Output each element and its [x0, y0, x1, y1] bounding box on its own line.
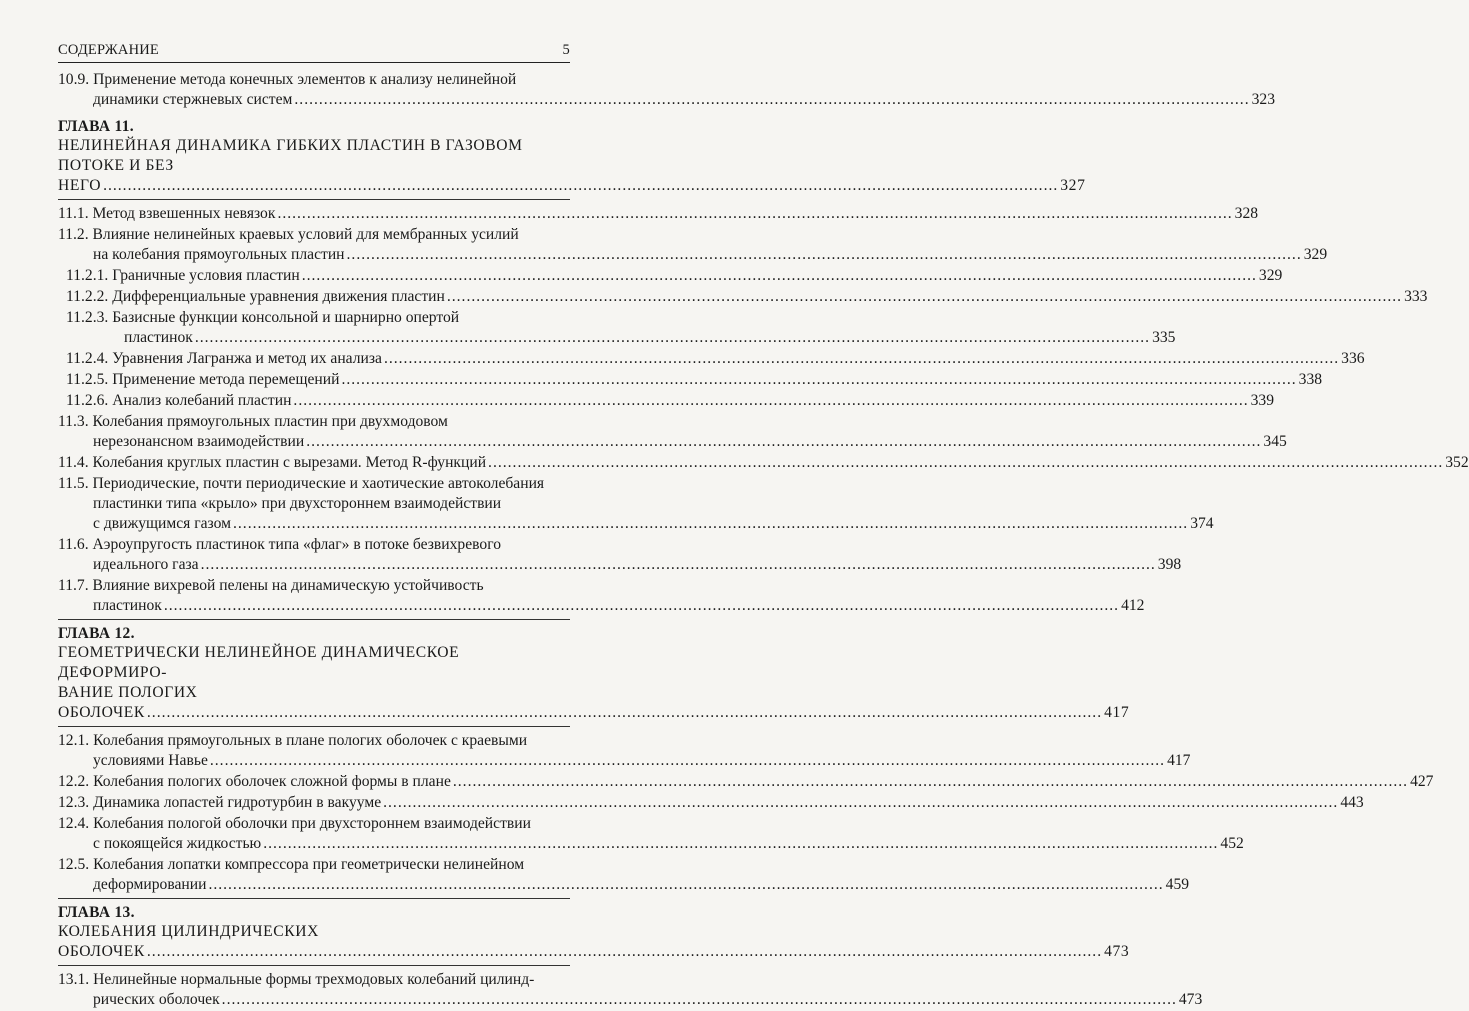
toc-entry-12-5[interactable]: 12.5. Колебания лопатки компрессора при геометрически нелинейном деформировании ..... 459 [58, 855, 570, 895]
toc-entry-11-2-4[interactable]: 11.2.4. Уравнения Лагранжа и метод их анализа ..... 336 [58, 349, 570, 369]
toc-entry-11-7[interactable]: 11.7. Влияние вихревой пелены на динамическую устойчивость пластинок ..... 412 [58, 576, 570, 616]
leader-dots [208, 875, 1163, 895]
leader-dots [347, 245, 1302, 265]
chapter-label: ГЛАВА 11. [58, 118, 134, 135]
toc-entry-11-1[interactable]: 11.1. Метод взвешенных невязок ..... 328 [58, 204, 570, 224]
page-ref: 345 [1263, 433, 1287, 450]
page-header [58, 40, 570, 63]
page-ref: 452 [1220, 835, 1244, 852]
chapter-title-line2: ВАНИЕ ПОЛОГИХ ОБОЛОЧЕК [58, 684, 198, 721]
toc-entry-11-3[interactable]: 11.3. Колебания прямоугольных пластин при двухмодовом нерезонансном взаимодействии ..... 345 [58, 412, 570, 452]
toc-entry-11-2-6[interactable]: 11.2.6. Анализ колебаний пластин ..... 339 [58, 391, 570, 411]
leader-dots [147, 704, 1102, 721]
leader-dots [447, 287, 1402, 307]
toc-entry-11-2-3[interactable]: 11.2.3. Базисные функции консольной и шарнирно опертой пластинок ..... 335 [58, 308, 570, 348]
toc-entry-12-1[interactable]: 12.1. Колебания прямоугольных в плане пологих оболочек с краевыми условиями Навье ..... 417 [58, 731, 570, 771]
leader-dots [341, 370, 1296, 390]
leader-dots [277, 204, 1232, 224]
toc-entry-11-2-2[interactable]: 11.2.2. Дифференциальные уравнения движения пластин ..... 333 [58, 287, 570, 307]
page-ref: 412 [1121, 597, 1145, 614]
page-ref: 328 [1234, 205, 1259, 222]
chapter-label: ГЛАВА 12. [58, 625, 135, 642]
leader-dots [263, 834, 1218, 854]
page-ref: 417 [1167, 752, 1191, 769]
page-ref: 327 [1060, 177, 1086, 194]
page-ref: 427 [1410, 773, 1434, 790]
leader-dots [306, 432, 1261, 452]
leader-dots [383, 793, 1338, 813]
chapter-title: КОЛЕБАНИЯ ЦИЛИНДРИЧЕСКИХ ОБОЛОЧЕК [58, 923, 320, 960]
leader-dots [293, 391, 1248, 411]
chapter-title-line2: ПОТОКЕ И БЕЗ НЕГО [58, 157, 174, 194]
page-ref: 329 [1258, 267, 1283, 284]
page-ref: 443 [1340, 794, 1364, 811]
page-number: 5 [562, 42, 570, 58]
running-title: СОДЕРЖАНИЕ [58, 42, 159, 58]
separator-line [58, 199, 570, 200]
toc-entry-10-9[interactable]: 10.9. Применение метода конечных элементов к анализу нелинейной динамики стержневых систем ..... 323 [58, 70, 570, 110]
page-ref: 336 [1341, 350, 1365, 367]
page-ref: 459 [1165, 876, 1190, 893]
page-ref: 473 [1104, 943, 1130, 960]
leader-dots [294, 90, 1249, 110]
toc-entry-13-1[interactable]: 13.1. Нелинейные нормальные формы трехмодовых колебаний цилинд- рических оболочек ..... 473 [58, 970, 570, 1010]
toc-entry-11-6[interactable]: 11.6. Аэроупругость пластинок типа «флаг» в потоке безвихревого идеального газа ..... 398 [58, 535, 570, 575]
chapter-title-line1: ГЕОМЕТРИЧЕСКИ НЕЛИНЕЙНОЕ ДИНАМИЧЕСКОЕ ДЕФОРМИРО- [58, 644, 460, 681]
page-ref: 473 [1178, 991, 1203, 1008]
chapter-12-heading[interactable] [58, 624, 1130, 723]
separator-line [58, 726, 570, 727]
page-ref: 398 [1157, 556, 1182, 573]
toc-entry-11-4[interactable]: 11.4. Колебания круглых пластин с вырезами. Метод R-функций ..... 352 [58, 453, 570, 473]
toc-entry-11-2[interactable]: 11.2. Влияние нелинейных краевых условий для мембранных усилий на колебания прямоугольных пластин ..... 329 [58, 225, 570, 265]
chapter-11-heading[interactable] [58, 117, 1086, 196]
leader-dots [195, 328, 1150, 348]
chapter-title-line1: НЕЛИНЕЙНАЯ ДИНАМИКА ГИБКИХ ПЛАСТИН В ГАЗОВОМ [58, 137, 523, 154]
page-ref: 335 [1152, 329, 1176, 346]
chapter-13-heading[interactable] [58, 903, 1130, 962]
page-ref: 352 [1445, 454, 1469, 471]
leader-dots [201, 555, 1156, 575]
leader-dots [164, 596, 1119, 616]
separator-line [58, 898, 570, 899]
leader-dots [488, 453, 1443, 473]
toc-entry-11-2-1[interactable]: 11.2.1. Граничные условия пластин ..... 329 [58, 266, 570, 286]
page-ref: 323 [1251, 91, 1275, 108]
separator-line [58, 965, 570, 966]
toc-entry-12-2[interactable]: 12.2. Колебания пологих оболочек сложной формы в плане ..... 427 [58, 772, 570, 792]
toc-entry-11-2-5[interactable]: 11.2.5. Применение метода перемещений ..... 338 [58, 370, 570, 390]
page-ref: 339 [1250, 392, 1275, 409]
leader-dots [453, 772, 1408, 792]
leader-dots [210, 751, 1165, 771]
separator-line [58, 619, 570, 620]
chapter-label: ГЛАВА 13. [58, 904, 135, 921]
leader-dots [147, 943, 1102, 960]
toc-entry-12-3[interactable]: 12.3. Динамика лопастей гидротурбин в вакууме ..... 443 [58, 793, 570, 813]
page-ref: 329 [1303, 246, 1328, 263]
leader-dots [222, 990, 1177, 1010]
leader-dots [384, 349, 1339, 369]
leader-dots [103, 177, 1058, 194]
page-ref: 374 [1190, 515, 1214, 532]
page-ref: 338 [1298, 371, 1323, 388]
leader-dots [302, 266, 1257, 286]
page-ref: 417 [1104, 704, 1130, 721]
toc-entry-12-4[interactable]: 12.4. Колебания пологой оболочки при двухстороннем взаимодействии с покоящейся жидкостью ..... 452 [58, 814, 570, 854]
leader-dots [233, 514, 1188, 534]
toc-entry-11-5[interactable]: 11.5. Периодические, почти периодические и хаотические автоколебания пластинки типа «крыло» при двухстороннем взаимодействии с движущимся газом ..... 374 [58, 474, 570, 534]
table-of-contents [58, 70, 1469, 1011]
page-ref: 333 [1404, 288, 1428, 305]
